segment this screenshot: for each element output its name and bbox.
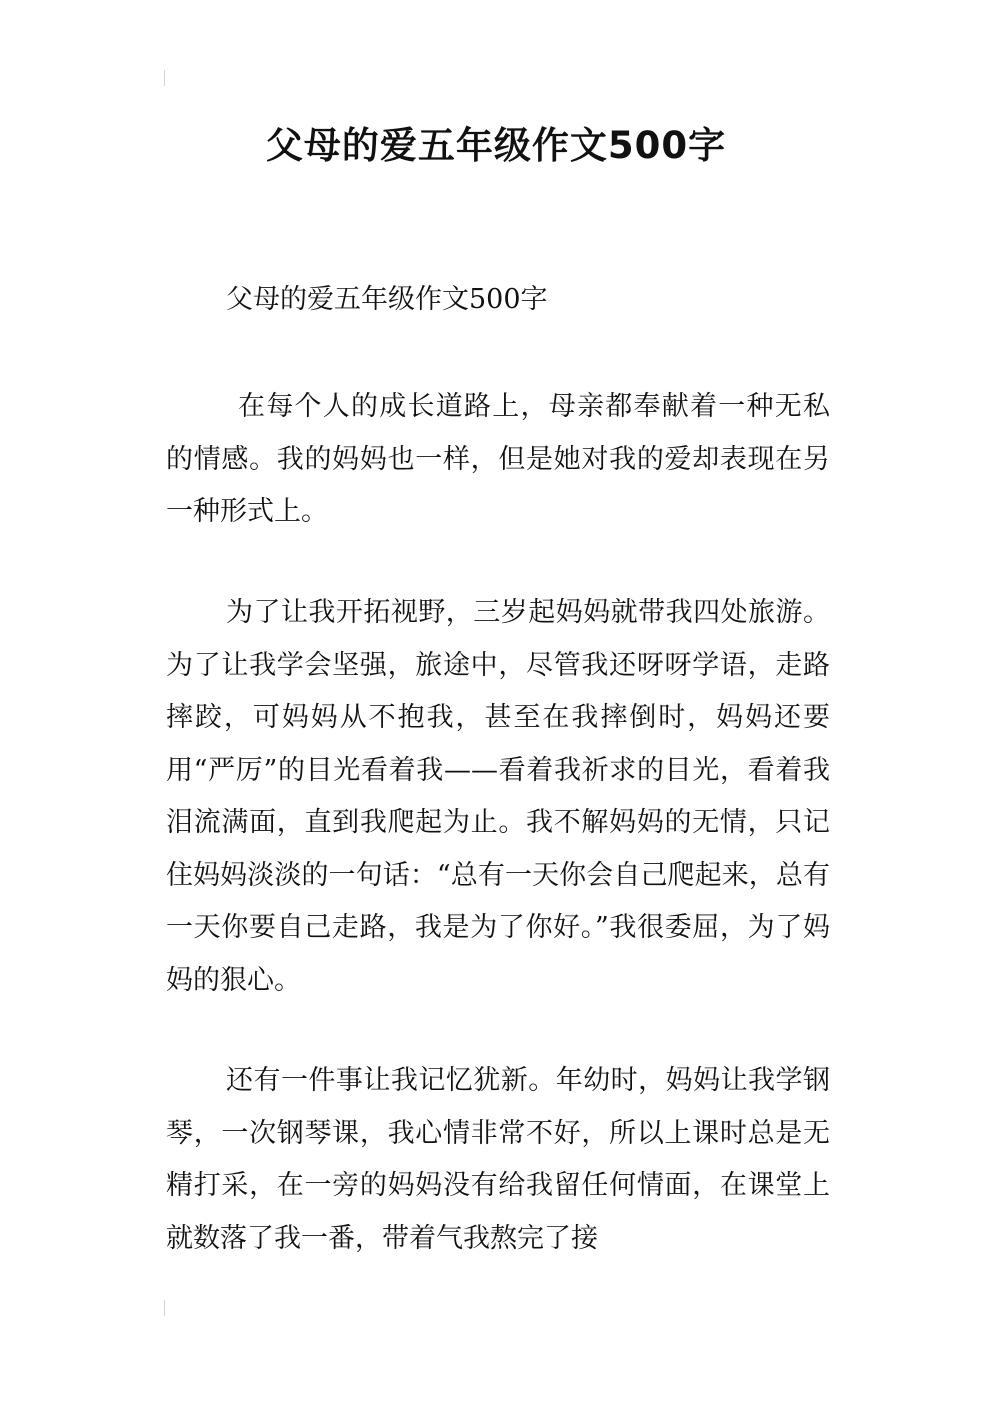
page-corner-mark-top bbox=[164, 70, 165, 86]
paragraph-1: 在每个人的成长道路上，母亲都奉献着一种无私的情感。我的妈妈也一样，但是她对我的爱却表现在另一种形式上。 bbox=[166, 391, 830, 527]
page-corner-mark-bottom bbox=[164, 1300, 165, 1316]
document-subtitle: 父母的爱五年级作文500字 bbox=[226, 284, 548, 315]
paragraph-3: 还有一件事让我记忆犹新。年幼时，妈妈让我学钢琴，一次钢琴课，我心情非常不好，所以上课时总是无精打采，在一旁的妈妈没有给我留任何情面，在课堂上就数落了我一番，带着气我熬完了接 bbox=[166, 1065, 830, 1254]
paragraph-2: 为了让我开拓视野，三岁起妈妈就带我四处旅游。为了让我学会坚强，旅途中，尽管我还呀呀学语，走路摔跤，可妈妈从不抱我，甚至在我摔倒时，妈妈还要用“严厉”的目光看着我——看着我祈求的目光，看着我泪流满面，直到我爬起为止。我不解妈妈的无情，只记住妈妈淡淡的一句话：“总有一天你会自己爬起来，总有一天你要自己走路，我是为了你好。”我很委屈，为了妈妈的狠心。 bbox=[166, 597, 830, 996]
document-title: 父母的爱五年级作文500字 bbox=[265, 124, 727, 167]
